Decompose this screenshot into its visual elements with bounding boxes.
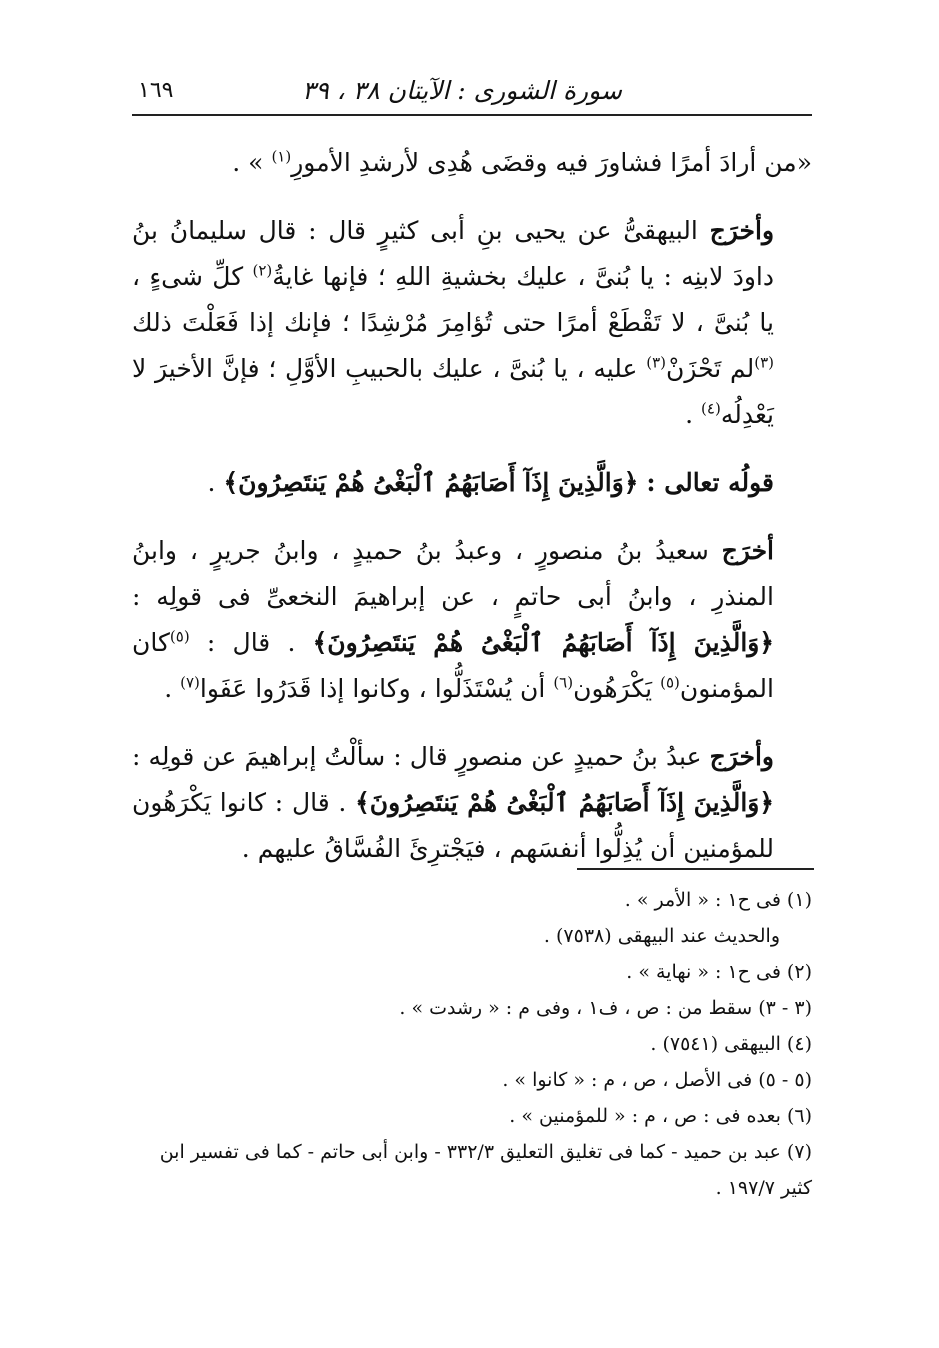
- footnote-ref-5a: (٥): [169, 627, 190, 646]
- footnote-4: (٤) البيهقى (٧٥٤١) .: [650, 1033, 812, 1055]
- footnote-ref-4: (٤): [701, 399, 721, 418]
- footnote-3: (٣ - ٣) سقط من : ص ، ف١ ، وفى م : « رشدت » .: [399, 997, 812, 1019]
- paragraph-3: قولُه تعالى : ﴿وَالَّذِينَ إِذَآ أَصَابَهُمُ ٱلْبَغْىُ هُمْ يَنتَصِرُونَ﴾ .: [207, 468, 774, 497]
- footnote-7: (٧) عبد بن حميد - كما فى تغليق التعليق ٣٣٢/٣ - وابن أبى حاتم - كما فى تفسير ابن كثير ١٩٧/٧ .: [159, 1141, 812, 1199]
- paragraph-1: «من أرادَ أمرًا فشاورَ فيه وقضَى هُدِى لأرشدِ الأمورِ$^{(١)}$ » .: [232, 147, 812, 177]
- quran-verse: ﴿وَالَّذِينَ إِذَآ أَصَابَهُمُ ٱلْبَغْىُ هُمْ يَنتَصِرُونَ﴾: [223, 468, 639, 497]
- footnote-2: (٢) فى ح١ : « نهاية » .: [626, 961, 812, 983]
- main-text: [132, 140, 812, 894]
- footnotes: [132, 882, 812, 1206]
- footnote-ref-3a: (٣): [754, 353, 775, 372]
- quran-verse: ﴿وَالَّذِينَ إِذَآ أَصَابَهُمُ ٱلْبَغْىُ هُمْ يَنتَصِرُونَ﴾: [355, 788, 774, 817]
- footnote-ref-5b: (٥): [660, 673, 680, 692]
- page-title: سورة الشورى : الآيتان ٣٨ ، ٣٩: [301, 76, 622, 105]
- footnote-5: (٥ - ٥) فى الأصل ، ص ، م : « كانوا » .: [502, 1069, 812, 1091]
- paragraph-2: وأخرَج البيهقىُّ عن يحيى بنِ أبى كثيرٍ قال : قال سليمانُ بنُ داودَ لابنِه : يا بُنىَّ ، عليك بخشيةِ اللهِ ؛ فإنها غايةُ$^{(٢)}$ كلِّ شىءٍ ، يا بُنىَّ ، لا تَقْطَعْ أمرًا حتى تُؤامِرَ مُرْشِدًا ؛ فإنك إذا فَعَلْتَ ذلك $^{(٣)}$لم تَحْزَنْ$^{(٣)}$ عليه ، يا بُنىَّ ، عليك بالحبيبِ الأوَّلِ ؛ فإنَّ الأخيرَ لا يَعْدِلُه$^{(٤)}$ .: [132, 216, 775, 429]
- footnote-ref-6: (٦): [553, 673, 574, 692]
- page-number: ١٦٩: [138, 78, 174, 103]
- footnote-ref-7: (٧): [180, 673, 200, 692]
- footnote-ref-1: (١): [271, 147, 292, 166]
- running-header: [132, 70, 812, 116]
- paragraph-4: أخرَج سعيدُ بنُ منصورٍ ، وعبدُ بنُ حميدٍ ، وابنُ جريرٍ ، وابنُ المنذرِ ، وابنُ أبى حاتمٍ ، عن إبراهيمَ النخعىِّ فى قولِه : ﴿وَالَّذِينَ إِذَآ أَصَابَهُمُ ٱلْبَغْىُ هُمْ يَنتَصِرُونَ﴾ . قال : $^{(٥)}$كان المؤمنون$^{(٥)}$ يَكْرَهُون$^{(٦)}$ أن يُسْتَذَلُّوا ، وكانوا إذا قَدَرُوا عَفَوا$^{(٧)}$ .: [132, 536, 775, 703]
- footnote-separator: [577, 868, 814, 870]
- footnote-1: (١) فى ح١ : « الأمر » .: [624, 889, 812, 911]
- quran-verse: ﴿وَالَّذِينَ إِذَآ أَصَابَهُمُ ٱلْبَغْىُ هُمْ يَنتَصِرُونَ﴾: [312, 628, 774, 657]
- paragraph-5: وأخرَج عبدُ بنُ حميدٍ عن منصورٍ قال : سألْتُ إبراهيمَ عن قولِه : ﴿وَالَّذِينَ إِذَآ أَصَابَهُمُ ٱلْبَغْىُ هُمْ يَنتَصِرُونَ﴾ . قال : كانوا يَكْرَهُون للمؤمنين أن يُذِلُّوا أنفسَهم ، فيَجْترِئَ الفُسَّاقُ عليهم .: [132, 742, 774, 863]
- footnote-6: (٦) بعده فى : ص ، م : « للمؤمنين » .: [509, 1105, 812, 1127]
- footnote-ref-2: (٢): [252, 261, 273, 280]
- footnote-1-note: والحديث عند البيهقى (٧٥٣٨) .: [543, 925, 780, 947]
- footnote-ref-3b: (٣): [646, 353, 666, 372]
